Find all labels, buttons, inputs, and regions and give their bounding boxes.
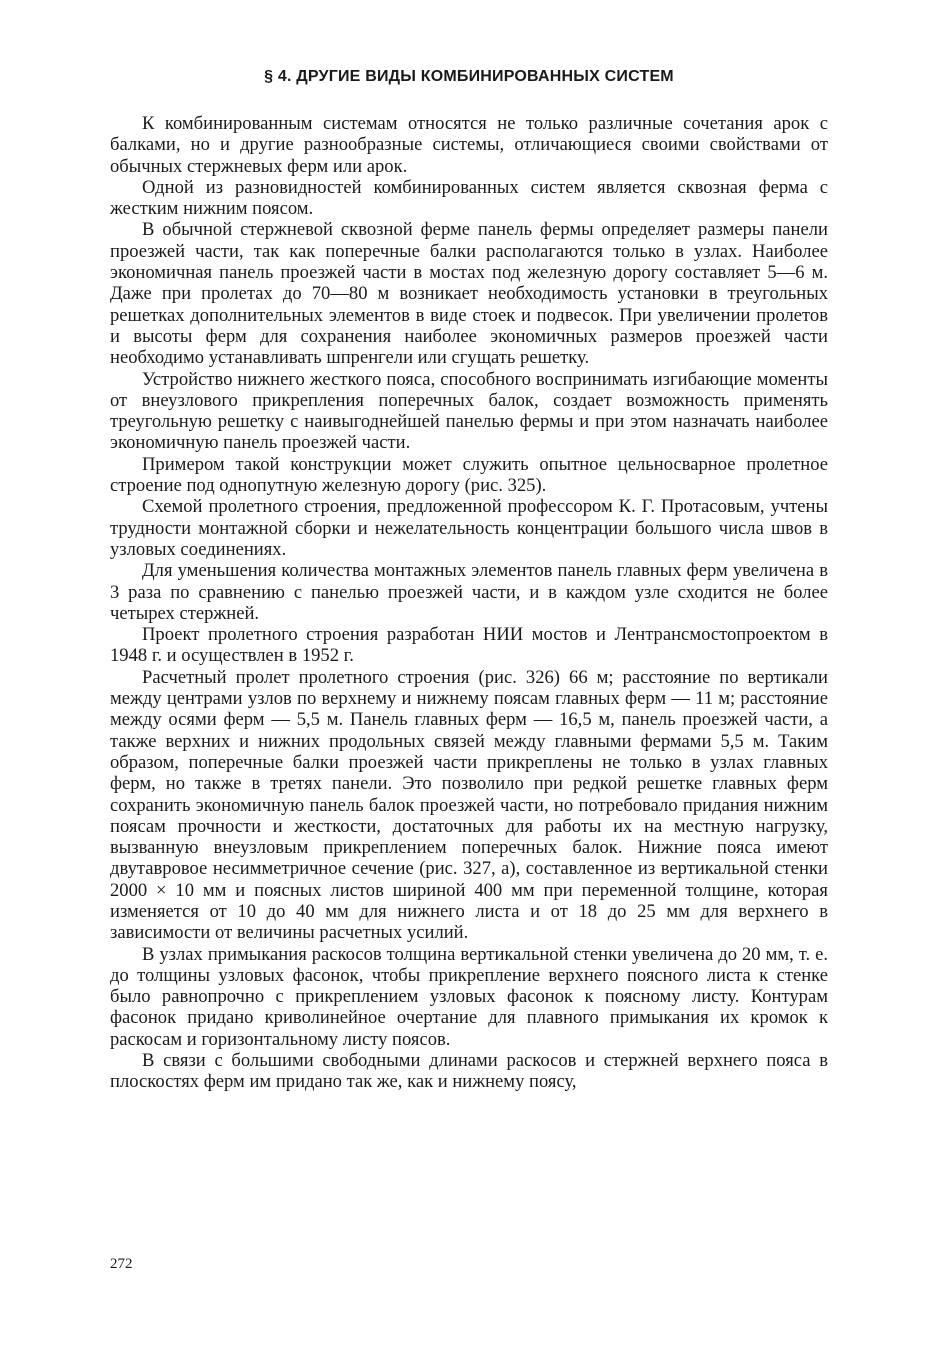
page-number: 272	[110, 1256, 133, 1272]
paragraph-panel-increase: Для уменьшения количества монтажных элементов панель главных ферм увеличена в 3 раза по сравнению с панелью проезжей части, и в каждом узле сходится не более четырех стержней.	[110, 560, 828, 624]
paragraph-intro: К комбинированным системам относятся не только различные сочетания арок с балками, но и другие разнообразные системы, отличающиеся своими свойствами от обычных стержневых ферм или арок.	[110, 113, 828, 177]
paragraph-project-info: Проект пролетного строения разработан НИИ мостов и Лентрансмостопроектом в 1948 г. и осуществлен в 1952 г.	[110, 624, 828, 667]
section-heading: § 4. ДРУГИЕ ВИДЫ КОМБИНИРОВАННЫХ СИСТЕМ	[264, 68, 674, 85]
paragraph-diagonal-nodes: В узлах примыкания раскосов толщина вертикальной стенки увеличена до 20 мм, т. е. до толщины узловых фасонок, чтобы прикрепление верхнего поясного листа к стенке было равнопрочно с прикреплением узловых фасонок к поясному листу. Контурам фасонок придано криволинейное очертание для плавного примыкания их кромок к раскосам и горизонтальному листу поясов.	[110, 943, 828, 1050]
paragraph-example: Примером такой конструкции может служить опытное цельносварное пролетное строение под однопутную железную дорогу (рис. 325).	[110, 453, 828, 497]
body-text	[110, 113, 828, 1093]
paragraph-truss-definition: Одной из разновидностей комбинированных систем является сквозная ферма с жестким нижним поясом.	[110, 176, 828, 220]
paragraph-free-lengths: В связи с большими свободными длинами раскосов и стержней верхнего пояса в плоскостях ферм им придано так же, как и нижнему поясу,	[110, 1050, 828, 1093]
paragraph-panel-sizes: В обычной стержневой сквозной ферме панель фермы определяет размеры панели проезжей части, так как поперечные балки располагаются только в узлах. Наиболее экономичная панель проезжей части в мостах под железную дорогу составляет 5—6 м. Даже при пролетах до 70—80 м возникает необходимость установки в треугольных решетках дополнительных элементов в виде стоек и подвесок. При увеличении пролетов и высоты ферм для сохранения наиболее экономичных размеров проезжей части необходимо устанавливать шпренгели или сгущать решетку.	[110, 219, 828, 369]
paragraph-design-span: Расчетный пролет пролетного строения (рис. 326) 66 м; расстояние по вертикали между центрами узлов по верхнему и нижнему поясам главных ферм — 11 м; расстояние между осями ферм — 5,5 м. Панель главных ферм — 16,5 м, панель проезжей части, а также верхних и нижних продольных связей между главными фермами 5,5 м. Таким образом, поперечные балки проезжей части прикреплены не только в узлах главных ферм, но также в третях панели. Это позволило при редкой решетке главных ферм сохранить экономичную панель балок проезжей части, но потребовало придания нижним поясам прочности и жесткости, достаточных для работы их на местную нагрузку, вызванную внеузловым прикреплением поперечных балок. Нижние пояса имеют двутавровое несимметричное сечение (рис. 327, а), составленное из вертикальной стенки 2000 × 10 мм и поясных листов шириной 400 мм при переменной толщине, которая изменяется от 10 до 40 мм для нижнего листа и от 18 до 25 мм для верхнего в зависимости от величины расчетных усилий.	[110, 666, 828, 944]
paragraph-lower-chord: Устройство нижнего жесткого пояса, способного воспринимать изгибающие моменты от внеузлового прикрепления поперечных балок, создает возможность применять треугольную решетку с наивыгоднейшей панелью фермы и при этом назначать наиболее экономичную панель проезжей части.	[110, 368, 828, 454]
paragraph-protasov-scheme: Схемой пролетного строения, предложенной профессором К. Г. Протасовым, учтены трудности монтажной сборки и нежелательность концентрации большого числа швов в узловых соединениях.	[110, 496, 828, 560]
